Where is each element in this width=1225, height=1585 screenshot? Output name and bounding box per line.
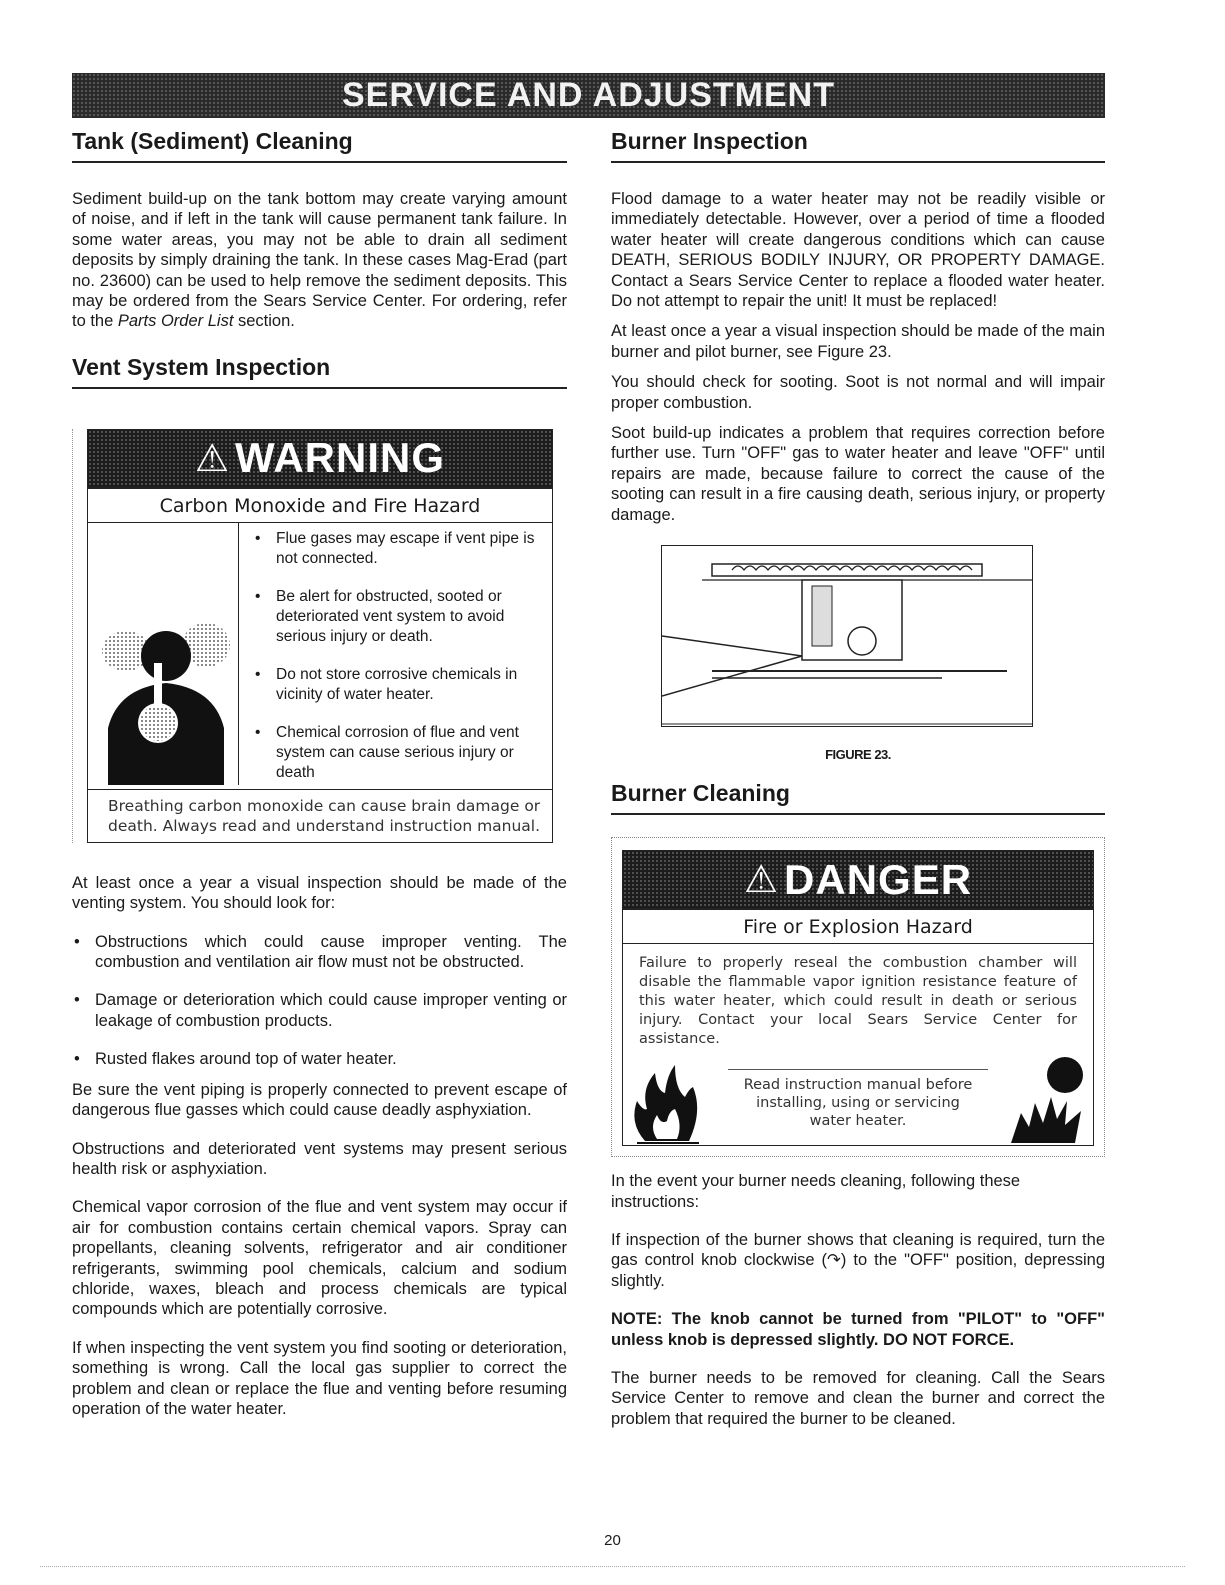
vent-piping-paragraph: Be sure the vent piping is properly connected to prevent escape of dangerous flue gasses which could cause deadly asphyxiation.: [72, 1080, 567, 1120]
page-edge: [40, 1566, 1185, 1567]
knob-text: If inspection of the burner shows that cleaning is required, turn the gas control knob clockwise (: [611, 1230, 1105, 1270]
warning-footer: Breathing carbon monoxide can cause brain damage or death. Always read and understand instruction manual.: [108, 796, 541, 835]
read-manual-note: [713, 1069, 1003, 1130]
knob-text-end: ) to the "OFF" position, depressing slightly.: [611, 1251, 1105, 1290]
warning-signal-word: WARNING: [235, 434, 446, 482]
read-manual-line: Read instruction manual before: [743, 1076, 973, 1093]
event-paragraph: In the event your burner needs cleaning, following these instructions:: [611, 1172, 1021, 1211]
danger-hazard-title: Fire or Explosion Hazard: [623, 910, 1093, 944]
warning-item: • Flue gases may escape if vent pipe is not connected.: [253, 529, 540, 569]
warning-signal-header: [88, 430, 552, 489]
warning-body: [88, 523, 552, 790]
section-banner: [72, 73, 1105, 118]
obstructions-paragraph: Obstructions and deteriorated vent systems may present serious health risk or asphyxiation.: [72, 1139, 567, 1178]
burner-cleaning-heading: Burner Cleaning: [611, 780, 1105, 815]
sooting-paragraph: If when inspecting the vent system you find sooting or deterioration, something is wrong. Call the local gas supplier to correct the problem and clean or replace the flue and venting before resuming operation of the water heater.: [72, 1338, 567, 1418]
flood-paragraph: Flood damage to a water heater may not be readily visible or immediately detectable. However, over a period of time a flooded water heater will create dangerous conditions which can cause DEATH, SERIOUS BODILY INJURY, OR PROPERTY DAMAGE. Contact a Sears Service Center to replace a flooded water heater. Do not attempt to repair the unit! It must be replaced!: [611, 190, 1105, 311]
tank-cleaning-heading: Tank (Sediment) Cleaning: [72, 128, 567, 163]
removal-paragraph: The burner needs to be removed for cleaning. Call the Sears Service Center to remove and clean the burner and correct the problem that required the burner to be cleaned.: [611, 1368, 1105, 1428]
burner-inspection-heading: Burner Inspection: [611, 128, 1105, 163]
warning-item: • Chemical corrosion of flue and vent system can cause serious injury or death: [253, 723, 540, 783]
flame-icon: [623, 1053, 713, 1145]
banner-title: SERVICE AND ADJUSTMENT: [341, 76, 836, 114]
danger-frame: [611, 837, 1105, 1157]
warning-frame: [72, 429, 567, 843]
clockwise-arrow-icon: ↷: [827, 1251, 841, 1270]
danger-lower: [623, 1053, 1093, 1145]
soot-buildup-paragraph: Soot build-up indicates a problem that requires correction before further use. Turn "OFF" gas to water heater and leave "OFF" until repairs are made, because failure to correct the cause of the sooting can result in a fire causing death, serious injury, or property damage.: [611, 424, 1105, 524]
warning-items: [239, 523, 552, 789]
vent-bullet: • Damage or deterioration which could cause improper venting or leakage of combustion products.: [72, 990, 567, 1031]
figure-caption: FIGURE 23.: [825, 747, 891, 763]
vent-bullet: • Rusted flakes around top of water heater.: [72, 1049, 567, 1069]
tank-text-end: section.: [233, 312, 295, 331]
burner-figure: [661, 545, 1033, 727]
soot-check-paragraph: You should check for sooting. Soot is not normal and will impair proper combustion.: [611, 373, 1105, 412]
danger-signal-word: DANGER: [784, 855, 973, 903]
parts-order-list-ref: Parts Order List: [117, 312, 234, 331]
read-manual-line: installing, using or servicing: [756, 1094, 960, 1111]
visual-inspection-paragraph: At least once a year a visual inspection should be made of the main burner and pilot burner, see Figure 23.: [611, 322, 1105, 361]
tank-text: Sediment build-up on the tank bottom may create varying amount of noise, and if left in the tank will cause permanent tank failure. In some water areas, you may not be able to drain all sediment deposits by simply draining the tank. In these cases Mag-Erad (part no. 23600) can be used to help remove the sediment deposits. This may be ordered from the Sears Service Center. For ordering, refer to the: [72, 190, 567, 331]
left-column: [72, 128, 567, 1419]
warning-hazard-title: Carbon Monoxide and Fire Hazard: [88, 489, 552, 523]
vent-inspection-heading: Vent System Inspection: [72, 354, 567, 389]
right-column: [611, 128, 1105, 1429]
page-number: 20: [604, 1532, 621, 1549]
vent-intro: At least once a year a visual inspection should be made of the venting system. You should look for:: [72, 873, 567, 913]
knob-note: NOTE: The knob cannot be turned from "PILOT" to "OFF" unless knob is depressed slightly. DO NOT FORCE.: [611, 1310, 1105, 1349]
danger-label: [622, 850, 1094, 1146]
knob-paragraph: [611, 1230, 1105, 1291]
chemical-paragraph: Chemical vapor corrosion of the flue and vent system may occur if air for combustion contains certain chemical vapors. Spray can propellants, cleaning solvents, refrigerator and air conditioner refrigerants, swimming pool chemicals, calcium and sodium chloride, waxes, bleach and process chemicals are typical compounds which are potentially corrosive.: [72, 1198, 567, 1319]
warning-item: • Be alert for obstructed, sooted or deteriorated vent system to avoid serious injury or death.: [253, 587, 540, 647]
explosion-icon: [1003, 1053, 1093, 1145]
warning-triangle-icon: ⚠: [194, 437, 230, 480]
read-manual-line: water heater.: [809, 1112, 907, 1129]
tank-cleaning-paragraph: [72, 189, 567, 332]
divider: [728, 1069, 988, 1070]
warning-triangle-icon: ⚠: [743, 859, 779, 902]
vent-bullets: [72, 932, 567, 1070]
danger-text: Failure to properly reseal the combustion chamber will disable the flammable vapor ignition resistance feature of this water heater, which could result in death or serious injury. Contact your local Sears Service Center for assistance.: [639, 955, 1077, 1048]
warning-label: [87, 429, 553, 843]
danger-signal-header: [623, 851, 1093, 910]
person-breathing-icon: [88, 523, 239, 785]
vent-bullet: • Obstructions which could cause improper venting. The combustion and ventilation air flow must not be obstructed.: [72, 932, 567, 973]
warning-item: • Do not store corrosive chemicals in vicinity of water heater.: [253, 665, 540, 705]
